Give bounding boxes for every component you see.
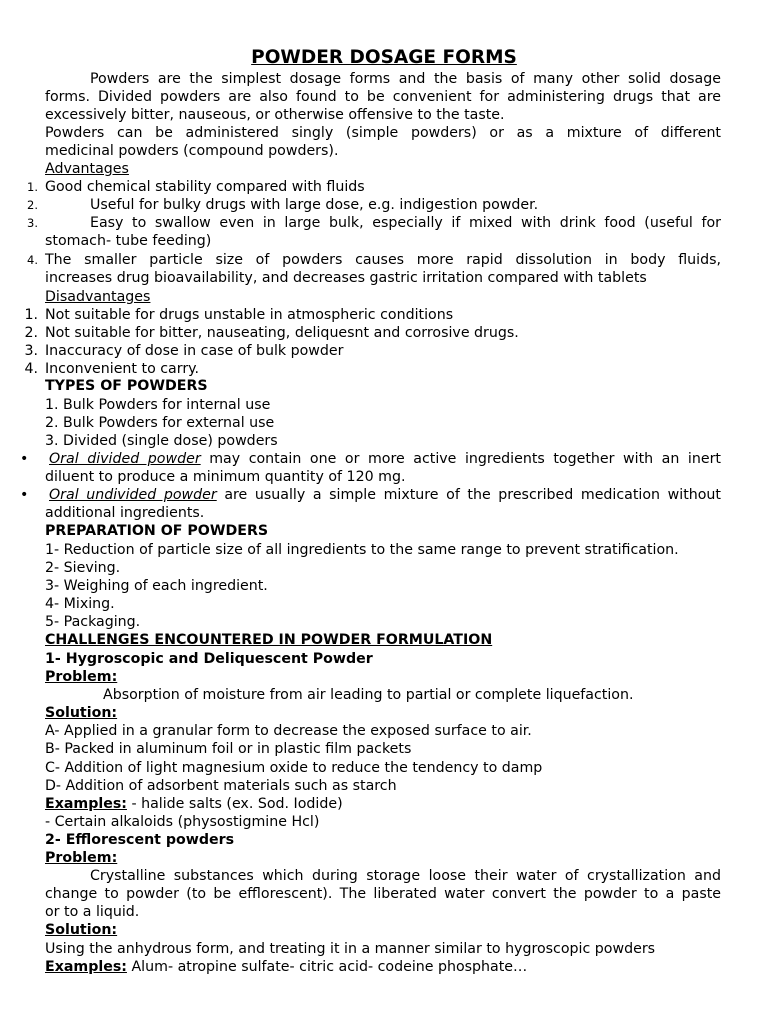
- types-heading: TYPES OF POWDERS: [45, 378, 208, 394]
- intro-line: Powders can be administered singly (simple powders) or as a mixture of different: [45, 125, 721, 141]
- disadvantage-item: Not suitable for drugs unstable in atmospheric conditions: [45, 307, 454, 323]
- advantage-item: The smaller particle size of powders causes more rapid dissolution in body fluids,: [45, 252, 721, 268]
- list-number: 3.: [24, 343, 38, 359]
- bullet-item: Oral divided powder may contain one or more active ingredients together with an inert: [49, 451, 721, 467]
- examples-line: Examples: - halide salts (ex. Sod. Iodide): [45, 796, 343, 812]
- preparation-step: 4- Mixing.: [45, 596, 115, 612]
- problem-text: or to a liquid.: [45, 904, 140, 920]
- bullet-item-cont: diluent to produce a minimum quantity of 120 mg.: [45, 469, 406, 485]
- advantage-item-cont: increases drug bioavailability, and decreases gastric irritation compared with tablets: [45, 270, 647, 286]
- problem-text: change to powder (to be efflorescent). The liberated water convert the powder to a paste: [45, 886, 721, 902]
- challenges-heading: CHALLENGES ENCOUNTERED IN POWDER FORMULATION: [45, 632, 493, 648]
- solution-text: Using the anhydrous form, and treating it in a manner similar to hygroscopic powders: [45, 941, 656, 957]
- preparation-step: 3- Weighing of each ingredient.: [45, 578, 268, 594]
- problem-label: Problem:: [45, 669, 118, 685]
- preparation-heading: PREPARATION OF POWDERS: [45, 523, 269, 539]
- list-number: 4.: [27, 253, 38, 267]
- list-number: 1.: [27, 180, 38, 194]
- page-title: POWDER DOSAGE FORMS: [251, 47, 517, 68]
- problem-text: Crystalline substances which during storage loose their water of crystallization and: [90, 868, 721, 884]
- examples-line: - Certain alkaloids (physostigmine Hcl): [45, 814, 320, 830]
- problem-text: Absorption of moisture from air leading to partial or complete liquefaction.: [103, 687, 634, 703]
- type-item: 3. Divided (single dose) powders: [45, 433, 278, 449]
- bullet-icon: •: [20, 487, 29, 503]
- advantage-item: Good chemical stability compared with fluids: [45, 179, 365, 195]
- preparation-step: 2- Sieving.: [45, 560, 121, 576]
- intro-line: forms. Divided powders are also found to be convenient for administering drugs that are: [45, 89, 721, 105]
- bullet-item-cont: additional ingredients.: [45, 505, 205, 521]
- solution-label: Solution:: [45, 705, 118, 721]
- disadvantage-item: Not suitable for bitter, nauseating, deliquesnt and corrosive drugs.: [45, 325, 519, 341]
- list-number: 1.: [24, 307, 38, 323]
- bullet-item: Oral undivided powder are usually a simple mixture of the prescribed medication without: [49, 487, 721, 503]
- list-number: 2.: [27, 198, 38, 212]
- list-number: 4.: [24, 361, 38, 377]
- preparation-step: 5- Packaging.: [45, 614, 141, 630]
- disadvantage-item: Inaccuracy of dose in case of bulk powder: [45, 343, 344, 359]
- solution-item: C- Addition of light magnesium oxide to reduce the tendency to damp: [45, 760, 543, 776]
- solution-label: Solution:: [45, 922, 118, 938]
- intro-line: medicinal powders (compound powders).: [45, 143, 339, 159]
- advantages-heading: Advantages: [45, 161, 129, 177]
- advantage-item: Easy to swallow even in large bulk, especially if mixed with drink food (useful for: [90, 215, 721, 231]
- hygroscopic-heading: 1- Hygroscopic and Deliquescent Powder: [45, 651, 373, 667]
- problem-label: Problem:: [45, 850, 118, 866]
- solution-item: B- Packed in aluminum foil or in plastic film packets: [45, 741, 412, 757]
- list-number: 2.: [24, 325, 38, 341]
- advantage-item: Useful for bulky drugs with large dose, e.g. indigestion powder.: [90, 197, 539, 213]
- bullet-icon: •: [20, 451, 29, 467]
- type-item: 2. Bulk Powders for external use: [45, 415, 275, 431]
- intro-line: excessively bitter, nauseous, or otherwise offensive to the taste.: [45, 107, 505, 123]
- disadvantage-item: Inconvenient to carry.: [45, 361, 200, 377]
- advantage-item-cont: stomach- tube feeding): [45, 233, 212, 249]
- efflorescent-heading: 2- Efflorescent powders: [45, 832, 235, 848]
- solution-item: D- Addition of adsorbent materials such as starch: [45, 778, 397, 794]
- list-number: 3.: [27, 216, 38, 230]
- intro-line: Powders are the simplest dosage forms and the basis of many other solid dosage: [90, 71, 721, 87]
- disadvantages-heading: Disadvantages: [45, 289, 151, 305]
- examples-line: Examples: Alum- atropine sulfate- citric acid- codeine phosphate…: [45, 959, 528, 975]
- solution-item: A- Applied in a granular form to decrease the exposed surface to air.: [45, 723, 532, 739]
- preparation-step: 1- Reduction of particle size of all ingredients to the same range to prevent stratification.: [45, 542, 679, 558]
- type-item: 1. Bulk Powders for internal use: [45, 397, 271, 413]
